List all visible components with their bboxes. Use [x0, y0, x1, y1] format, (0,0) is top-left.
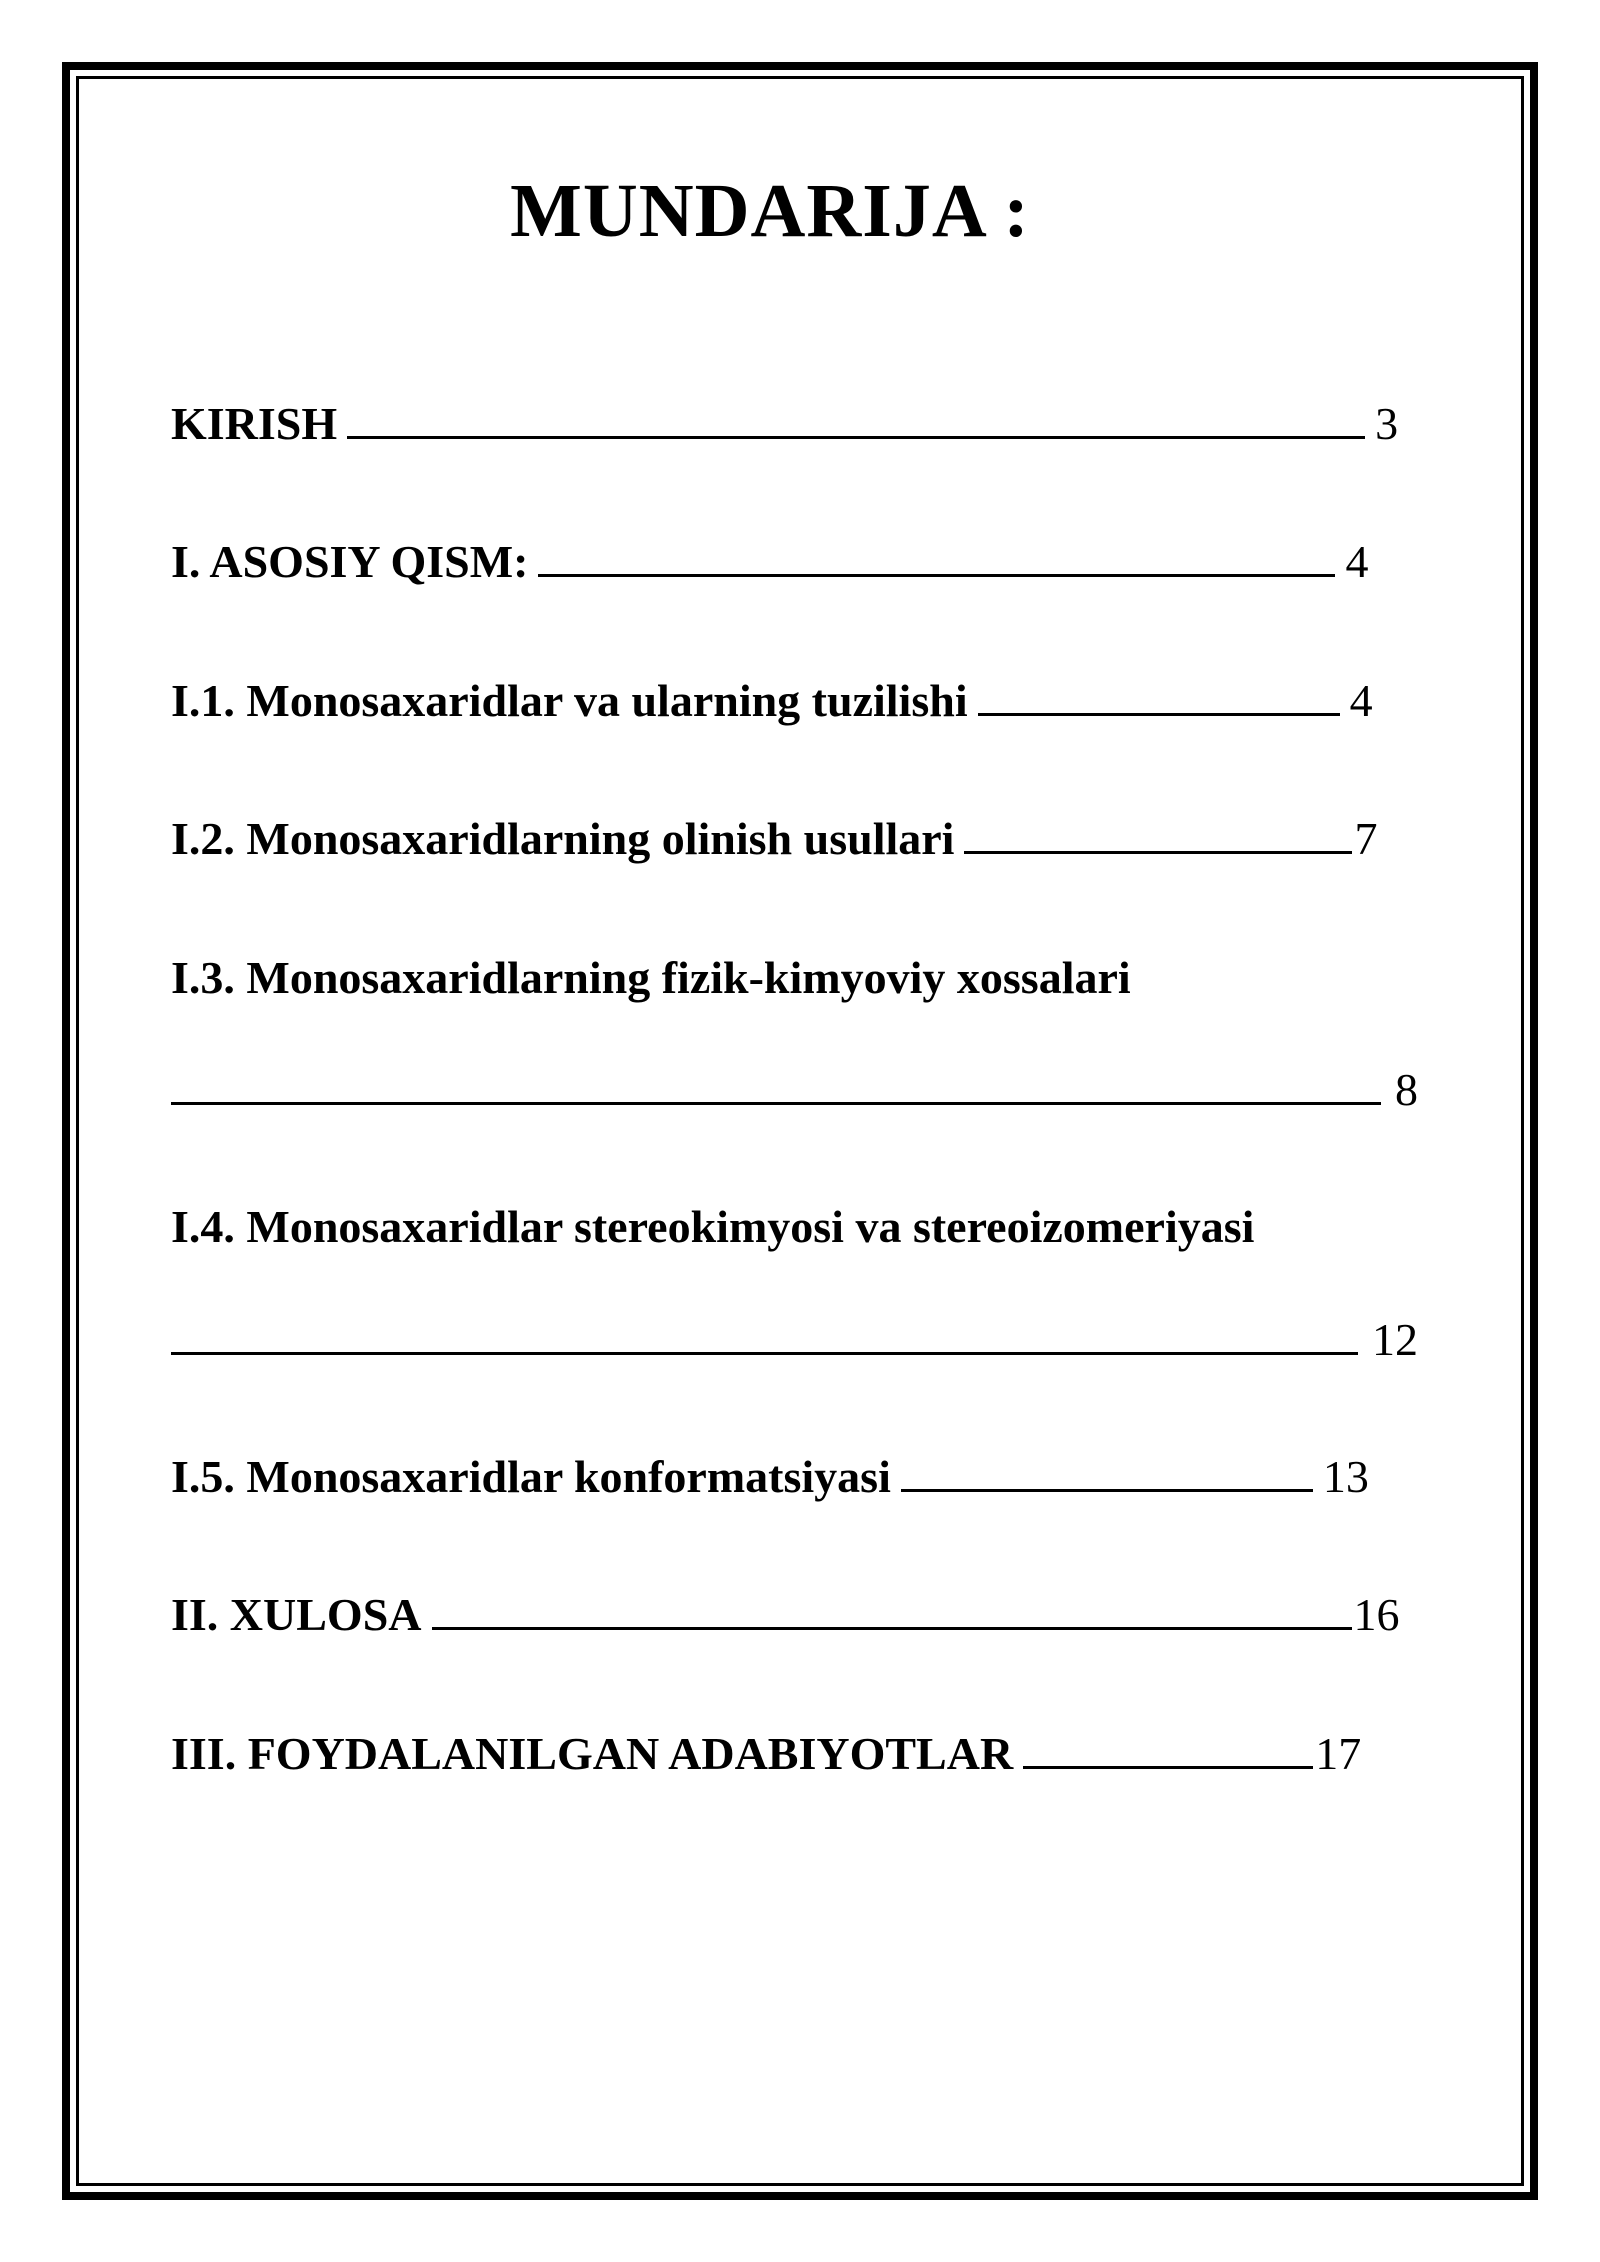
leader-line — [432, 1626, 1352, 1630]
toc-label: I.3. Monosaxaridlarning fizik-kimyoviy xossalari — [171, 952, 1131, 1003]
toc-entry-1-1[interactable] — [171, 674, 1373, 727]
leader-line — [347, 435, 1365, 439]
toc-page-number: 12 — [1372, 1314, 1418, 1365]
leader-line — [964, 850, 1352, 854]
toc-page-number: 3 — [1375, 398, 1399, 449]
toc-page-number: 4 — [1349, 675, 1373, 726]
leader-line — [171, 1351, 1358, 1355]
toc-page-number: 16 — [1353, 1589, 1400, 1640]
leader-line — [171, 1101, 1381, 1105]
toc-label: KIRISH — [171, 398, 338, 449]
page-border-inner — [76, 76, 1524, 2186]
toc-entry-asosiy-qism[interactable] — [171, 535, 1368, 588]
toc-label: I. ASOSIY QISM: — [171, 536, 529, 587]
leader-line — [901, 1488, 1313, 1492]
toc-page-number: 8 — [1395, 1064, 1418, 1115]
toc-entry-1-5[interactable] — [171, 1450, 1369, 1503]
toc-label: II. XULOSA — [171, 1589, 422, 1640]
toc-entry-1-3[interactable] — [171, 951, 1131, 1004]
leader-line — [538, 573, 1335, 577]
leader-line — [1023, 1765, 1313, 1769]
leader-line — [978, 712, 1340, 716]
toc-label: I.5. Monosaxaridlar konformatsiyasi — [171, 1451, 891, 1502]
toc-entry-1-4[interactable] — [171, 1200, 1254, 1253]
toc-page-number: 7 — [1354, 813, 1378, 864]
toc-label: I.1. Monosaxaridlar va ularning tuzilishi — [171, 675, 968, 726]
toc-page-number: 13 — [1322, 1451, 1369, 1502]
toc-label: III. FOYDALANILGAN ADABIYOTLAR — [171, 1728, 1014, 1779]
toc-entry-1-3-leader[interactable] — [171, 1063, 1418, 1116]
toc-page-number: 17 — [1315, 1728, 1362, 1779]
toc-entry-adabiyotlar[interactable] — [171, 1727, 1361, 1780]
toc-entry-1-4-leader[interactable] — [171, 1313, 1418, 1366]
toc-label: I.2. Monosaxaridlarning olinish usullari — [171, 813, 955, 864]
toc-entry-1-2[interactable] — [171, 812, 1377, 865]
toc-page-number: 4 — [1345, 536, 1369, 587]
toc-entry-kirish[interactable] — [171, 397, 1398, 450]
toc-label: I.4. Monosaxaridlar stereokimyosi va stereoizomeriyasi — [171, 1201, 1255, 1252]
toc-entry-xulosa[interactable] — [171, 1588, 1400, 1641]
page-title: MUNDARIJA : — [510, 169, 1030, 253]
